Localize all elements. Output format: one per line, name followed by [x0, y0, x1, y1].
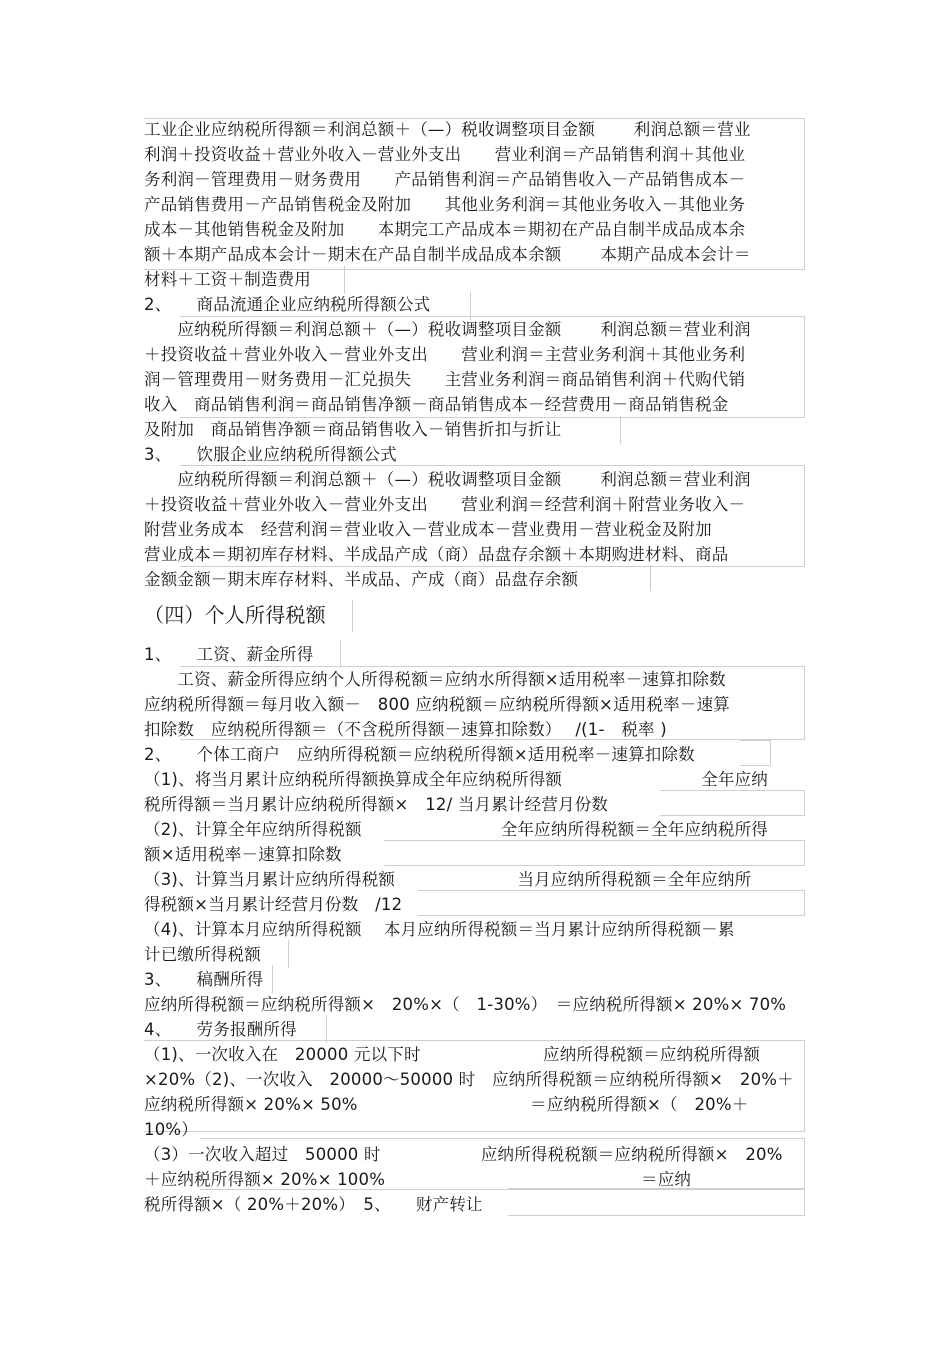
text-line: 成本－其他销售税金及附加 本期完工产品成本＝期初在产品自制半成品成本余	[144, 220, 746, 239]
text-line: 应纳税所得额＝每月收入额－ 800 应纳税额＝应纳税所得额×适用税率－速算	[144, 695, 730, 714]
text-line: 产品销售费用－产品销售税金及附加 其他业务利润＝其他业务收入－其他业务	[144, 195, 746, 214]
section-heading: 2、 个体工商户 应纳所得税额＝应纳税所得额×适用税率－速算扣除数	[144, 745, 695, 764]
text-line: 税所得额＝当月累计应纳税所得额× 12/ 当月累计经营月份数	[144, 795, 609, 814]
text-frame	[352, 600, 353, 632]
text-frame	[344, 266, 345, 294]
text-line: 应纳税所得额× 20%× 50% ＝应纳税所得额×（ 20%＋	[144, 1095, 749, 1114]
text-frame	[272, 965, 273, 993]
text-line: ＋投资收益＋营业外收入－营业外支出 营业利润＝主营业务利润＋其他业务利	[144, 345, 746, 364]
text-line: 扣除数 应纳税所得额＝（不含税所得额－速算扣除数） /(1- 税率 )	[144, 720, 667, 739]
text-line: 税所得额×（ 20%＋20%） 5、 财产转让	[144, 1195, 483, 1214]
text-frame	[620, 416, 621, 444]
text-line: 10%）	[144, 1120, 198, 1139]
text-frame	[650, 565, 651, 591]
text-line: （4)、计算本月应纳所得税额 本月应纳所得税额＝当月累计应纳所得税额－累	[144, 920, 735, 939]
text-line: 金额金额－期末库存材料、半成品、产成（商）品盘存余额	[144, 570, 579, 589]
text-line: 务利润－管理费用－财务费用 产品销售利润＝产品销售收入－产品销售成本－	[144, 170, 746, 189]
text-line: ×20%（2)、一次收入 20000～50000 时 应纳所得税额＝应纳税所得额× 20%＋	[144, 1070, 794, 1089]
text-line: （1)、将当月累计应纳税所得额换算成全年应纳税所得额 全年应纳	[144, 770, 768, 789]
text-line: （1)、一次收入在 20000 元以下时 应纳所得税额＝应纳税所得额	[144, 1045, 761, 1064]
chapter-heading: （四）个人所得税额	[144, 603, 326, 627]
text-line: 计已缴所得税额	[144, 945, 261, 964]
text-line: 润－管理费用－财务费用－汇兑损失 主营业务利润＝商品销售利润＋代购代销	[144, 370, 746, 389]
text-line: 应纳税所得额＝利润总额＋（—）税收调整项目金额 利润总额＝营业利润	[144, 320, 751, 339]
text-frame	[288, 940, 289, 968]
text-line: 额＋本期产品成本会计－期末在产品自制半成品成本余额 本期产品成本会计＝	[144, 245, 751, 264]
text-line: 材料＋工资＋制造费用	[144, 270, 311, 289]
section-heading: 2、 商品流通企业应纳税所得额公式	[144, 295, 431, 314]
text-line: （3)、计算当月累计应纳所得税额 当月应纳所得税额＝全年应纳所	[144, 870, 752, 889]
text-frame	[326, 1015, 327, 1043]
text-line: 利润＋投资收益＋营业外收入－营业外支出 营业利润＝产品销售利润＋其他业	[144, 145, 746, 164]
section-heading: 1、 工资、薪金所得	[144, 645, 314, 664]
text-frame	[340, 640, 341, 668]
text-line: 工业企业应纳税所得额＝利润总额＋（—）税收调整项目金额 利润总额＝营业	[144, 120, 751, 139]
text-line: 应纳所得税额＝应纳税所得额× 20%×（ 1-30%） ＝应纳税所得额× 20%× 70%	[144, 995, 787, 1014]
text-line: 及附加 商品销售净额＝商品销售收入－销售折扣与折让	[144, 420, 562, 439]
text-line: 附营业务成本 经营利润＝营业收入－营业成本－营业费用－营业税金及附加	[144, 520, 712, 539]
text-frame	[740, 740, 771, 766]
text-line: 额×适用税率－速算扣除数	[144, 845, 342, 864]
text-line: 得税额×当月累计经营月份数 /12	[144, 895, 403, 914]
text-line: （2)、计算全年应纳所得税额 全年应纳所得税额＝全年应纳税所得	[144, 820, 768, 839]
section-heading: 4、 劳务报酬所得	[144, 1020, 297, 1039]
section-heading: 3、 稿酬所得	[144, 970, 264, 989]
text-frame	[418, 890, 805, 916]
text-frame	[470, 292, 471, 320]
text-frame	[660, 790, 805, 816]
text-line: 收入 商品销售利润＝商品销售净额－商品销售成本－经营费用－商品销售税金	[144, 395, 729, 414]
text-line: 营业成本＝期初库存材料、半成品产成（商）品盘存余额＋本期购进材料、商品	[144, 545, 729, 564]
text-line: 工资、薪金所得应纳个人所得税额＝应纳水所得额×适用税率－速算扣除数	[144, 670, 726, 689]
text-frame	[384, 840, 805, 866]
text-line: （3）一次收入超过 50000 时 应纳所得税税额＝应纳税所得额× 20%	[144, 1145, 783, 1164]
text-line: ＋投资收益＋营业外收入－营业外支出 营业利润＝经营利润＋附营业务收入－	[144, 495, 746, 514]
text-line: ＋应纳税所得额× 20%× 100% ＝应纳	[144, 1170, 692, 1189]
text-frame	[508, 1188, 805, 1216]
text-line: 应纳税所得额＝利润总额＋（—）税收调整项目金额 利润总额＝营业利润	[144, 470, 751, 489]
section-heading: 3、 饮服企业应纳税所得额公式	[144, 445, 397, 464]
